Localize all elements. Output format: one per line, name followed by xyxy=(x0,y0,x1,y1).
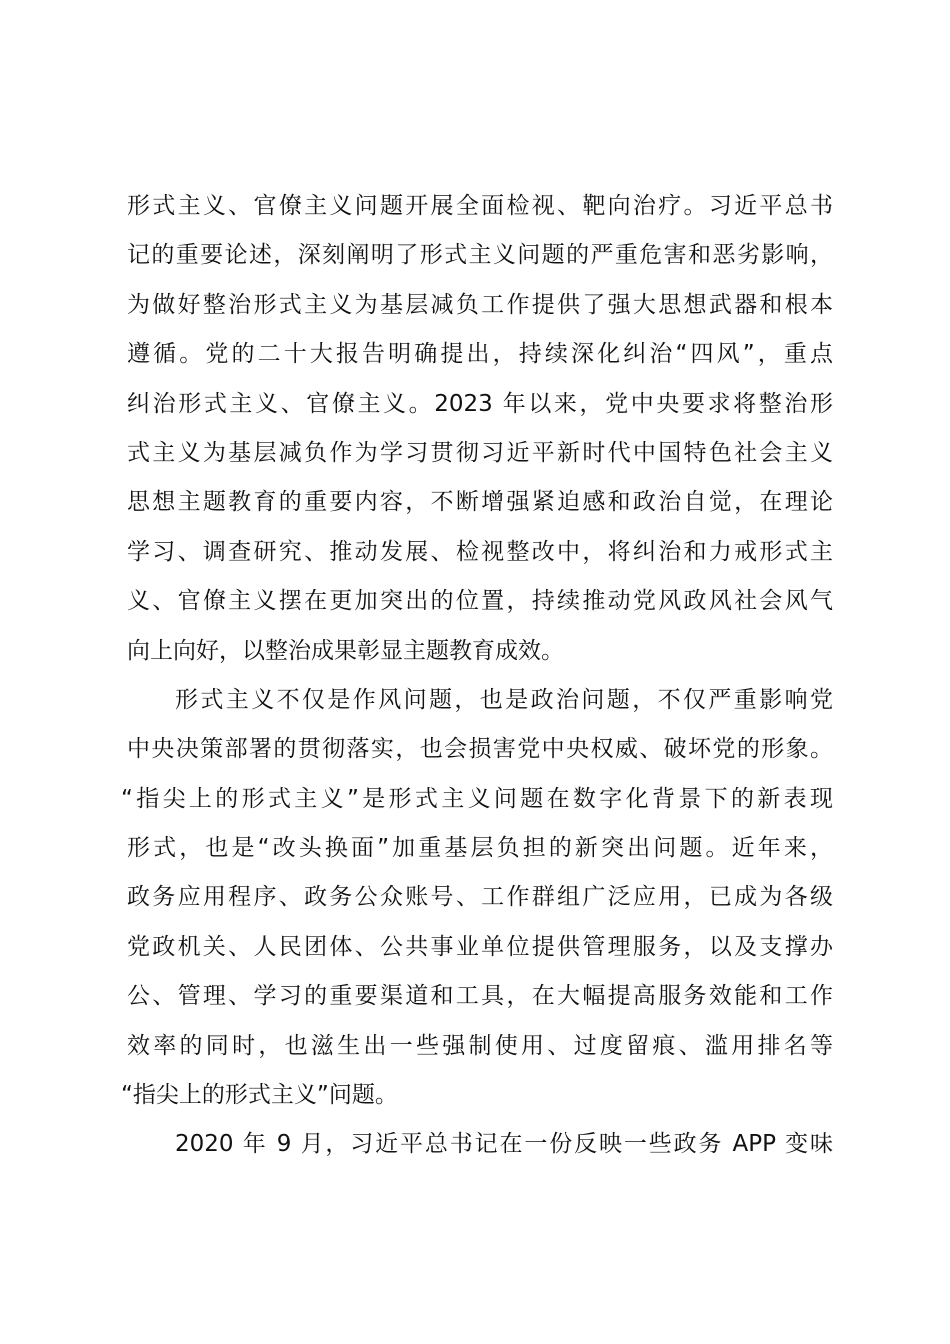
text-line: 记的重要论述，深刻阐明了形式主义问题的严重危害和恶劣影响， xyxy=(127,242,833,269)
text-line: 学习、调查研究、推动发展、检视整改中，将纠治和力戒形式主 xyxy=(127,538,833,565)
text-line: 义、官僚主义摆在更加突出的位置，持续推动党风政风社会风气 xyxy=(127,588,833,615)
text-line: “指尖上的形式主义”是形式主义问题在数字化背景下的新表现 xyxy=(121,785,833,812)
text-line: 政务应用程序、政务公众账号、工作群组广泛应用，已成为各级 xyxy=(127,884,833,911)
text-line: 形式主义、官僚主义问题开展全面检视、靶向治疗。习近平总书 xyxy=(127,193,833,219)
text-line: 向上向好，以整治成果彰显主题教育成效。 xyxy=(127,637,564,664)
text-line: 公、管理、学习的重要渠道和工具，在大幅提高服务效能和工作 xyxy=(127,983,833,1010)
text-line: 党政机关、人民团体、公共事业单位提供管理服务，以及支撑办 xyxy=(127,933,833,960)
text-line: 为做好整治形式主义为基层减负工作提供了强大思想武器和根本 xyxy=(127,291,833,318)
text-line: “指尖上的形式主义”问题。 xyxy=(121,1082,398,1109)
text-line: 纠治形式主义、官僚主义。2023 年以来，党中央要求将整治形 xyxy=(127,390,833,417)
text-line: 思想主题教育的重要内容，不断增强紧迫感和政治自觉，在理论 xyxy=(127,489,833,516)
text-line: 形式主义不仅是作风问题，也是政治问题，不仅严重影响党 xyxy=(175,686,833,713)
text-line: 2020 年 9 月，习近平总书记在一份反映一些政务 APP 变味 xyxy=(175,1131,833,1158)
text-line: 式主义为基层减负作为学习贯彻习近平新时代中国特色社会主义 xyxy=(127,439,833,466)
body-text xyxy=(121,182,833,1170)
text-line: 形式，也是“改头换面”加重基层负担的新突出问题。近年来， xyxy=(127,835,833,862)
text-line: 中央决策部署的贯彻落实，也会损害党中央权威、破坏党的形象。 xyxy=(127,736,833,763)
text-line: 遵循。党的二十大报告明确提出，持续深化纠治“四风”，重点 xyxy=(127,341,833,368)
text-line: 效率的同时，也滋生出一些强制使用、过度留痕、滥用排名等 xyxy=(127,1032,833,1059)
